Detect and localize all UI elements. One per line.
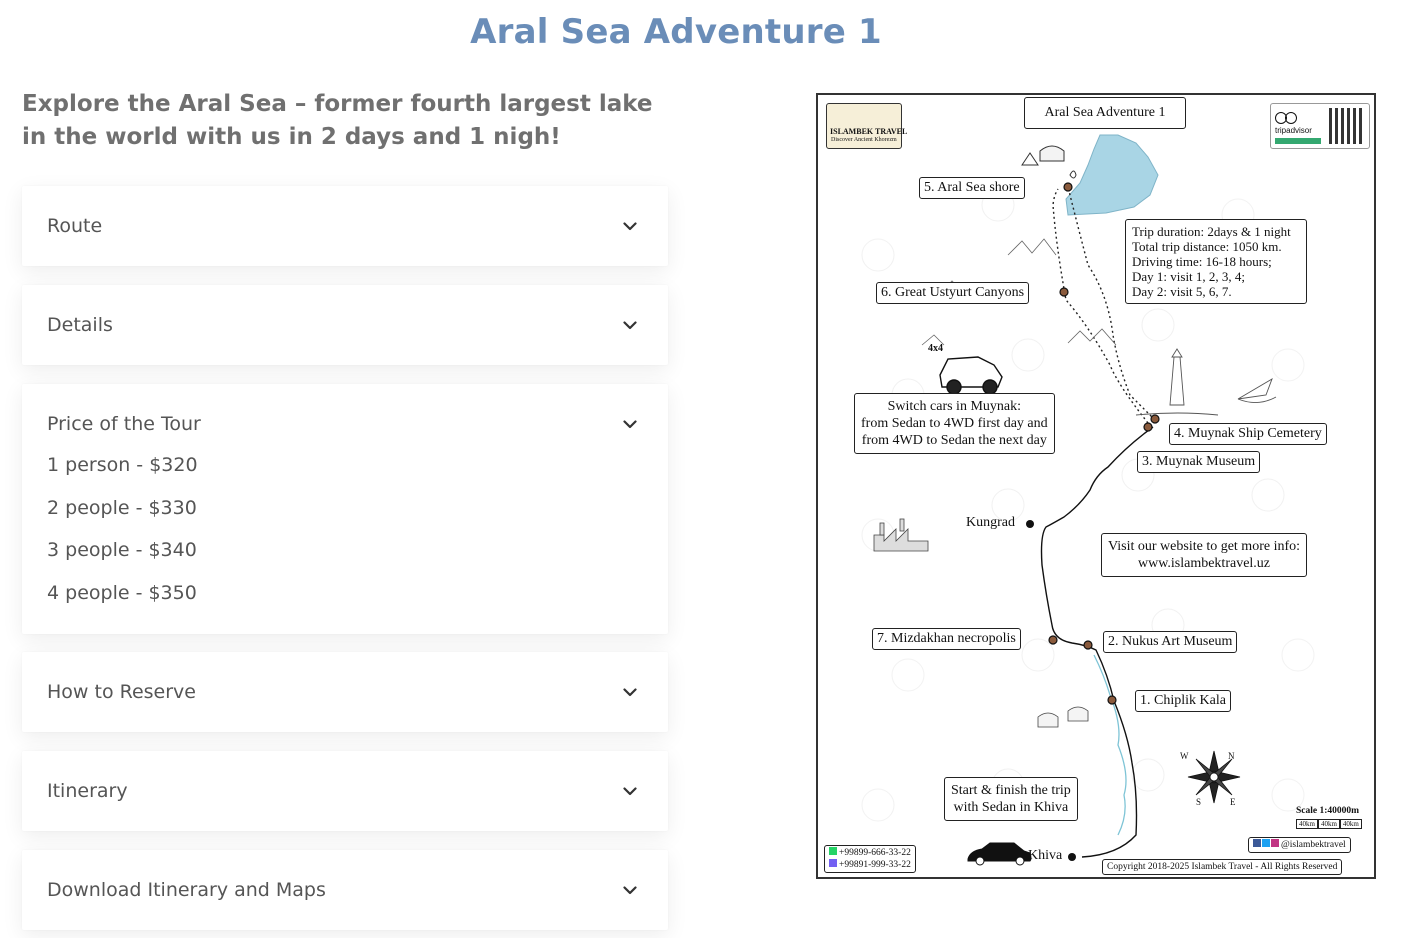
factory-icon xyxy=(874,519,928,551)
lighthouse-icon xyxy=(1136,349,1276,415)
kungrad-dot xyxy=(1026,520,1034,528)
website-box: Visit our website to get more info: www.islambektravel.uz xyxy=(1101,533,1307,577)
accordion-details-header[interactable] xyxy=(47,285,638,365)
accordion-details-title: Details xyxy=(47,314,113,336)
accordion-itinerary[interactable] xyxy=(22,751,668,831)
chevron-down-icon[interactable] xyxy=(622,684,638,700)
accordion-reserve-header[interactable] xyxy=(47,652,638,732)
compass-n: N xyxy=(1228,751,1235,761)
city-khiva: Khiva xyxy=(1028,848,1063,863)
chevron-down-icon[interactable] xyxy=(622,218,638,234)
accordion-route-title: Route xyxy=(47,215,103,237)
camp-icon xyxy=(1022,146,1076,178)
scale-bar xyxy=(1296,819,1362,829)
scale-unit: 40km xyxy=(1296,819,1318,829)
chevron-down-icon[interactable] xyxy=(622,416,638,432)
phone-number: +99899-666-33-22 xyxy=(839,848,911,858)
chevron-down-icon[interactable] xyxy=(622,317,638,333)
logo-line2: Discover Ancient Khorezm xyxy=(831,137,897,143)
map-frame xyxy=(816,93,1376,879)
stop-mizdakhan: 7. Mizdakhan necropolis xyxy=(872,628,1021,650)
viber-icon xyxy=(829,859,837,867)
jeep-icon xyxy=(940,357,1002,394)
accordion-itinerary-header[interactable] xyxy=(47,751,638,831)
copyright-box: Copyright 2018-2025 Islambek Travel - All Rights Reserved xyxy=(1102,859,1342,875)
stop-nukus: 2. Nukus Art Museum xyxy=(1103,631,1237,653)
phone-number: +99891-999-33-22 xyxy=(839,860,911,870)
twitter-icon xyxy=(1262,839,1270,847)
tour-map[interactable] xyxy=(812,89,1382,885)
tripadvisor-bar xyxy=(1275,138,1321,144)
accordion-route[interactable] xyxy=(22,186,668,266)
scale-label: Scale 1:40000m xyxy=(1296,806,1360,816)
stop-chiplik: 1. Chiplik Kala xyxy=(1135,690,1231,712)
accordion-price[interactable] xyxy=(22,384,668,634)
price-item: 4 people - $350 xyxy=(47,582,197,605)
intro-text: Explore the Aral Sea – former fourth largest lake in the world with us in 2 days and 1 nigh! xyxy=(22,91,653,150)
price-item: 3 people - $340 xyxy=(47,539,197,562)
aral-sea-shape xyxy=(1066,135,1158,215)
trip-info-box: Trip duration: 2days & 1 night Total trip distance: 1050 km. Driving time: 16-18 hours; Day 1: visit 1, 2, 3, 4; Day 2: visit 5, 6, 7. xyxy=(1125,219,1307,304)
whatsapp-icon xyxy=(829,847,837,855)
jeep-4x4-label: 4x4 xyxy=(928,343,943,354)
khiva-dot xyxy=(1068,853,1076,861)
stop-ship-cemetery: 4. Muynak Ship Cemetery xyxy=(1169,423,1327,445)
price-list xyxy=(47,450,198,621)
scale-unit: 40km xyxy=(1318,819,1340,829)
switch-cars-box: Switch cars in Muynak: from Sedan to 4WD first day and from 4WD to Sedan the next day xyxy=(854,393,1055,454)
compass-e: E xyxy=(1230,797,1236,807)
compass-w: W xyxy=(1180,751,1189,761)
accordion-reserve[interactable] xyxy=(22,652,668,732)
accordion-download[interactable] xyxy=(22,850,668,930)
yurts-icon xyxy=(1038,707,1088,727)
accordion-details[interactable] xyxy=(22,285,668,365)
phone-1 xyxy=(829,847,911,859)
map-title: Aral Sea Adventure 1 xyxy=(1024,97,1186,129)
instagram-icon xyxy=(1271,839,1279,847)
chevron-down-icon[interactable] xyxy=(622,783,638,799)
phones-box xyxy=(824,845,916,873)
accordion-price-title: Price of the Tour xyxy=(47,413,201,435)
page-title: Aral Sea Adventure 1 xyxy=(470,12,882,52)
tripadvisor-label: tripadvisor xyxy=(1275,126,1312,135)
stop-muynak-museum: 3. Muynak Museum xyxy=(1137,451,1260,473)
accordion-route-header[interactable] xyxy=(47,186,638,266)
tripadvisor-badge xyxy=(1270,103,1370,149)
chevron-down-icon[interactable] xyxy=(622,882,638,898)
logo-line1: ISLAMBEK TRAVEL xyxy=(830,127,908,136)
phone-2 xyxy=(829,859,911,871)
city-kungrad: Kungrad xyxy=(966,515,1015,530)
facebook-icon xyxy=(1253,839,1261,847)
social-box xyxy=(1248,837,1351,853)
accordion-itinerary-title: Itinerary xyxy=(47,780,128,802)
compass-s: S xyxy=(1196,797,1202,807)
stop-aral-shore: 5. Aral Sea shore xyxy=(919,177,1025,199)
social-handle: @islambektravel xyxy=(1281,840,1346,850)
map-graphics xyxy=(818,95,1376,879)
sedan-icon xyxy=(968,843,1031,865)
scale-unit: 40km xyxy=(1340,819,1362,829)
accordion-download-header[interactable] xyxy=(47,850,638,930)
price-item: 1 person - $320 xyxy=(47,454,198,476)
start-finish-box: Start & finish the trip with Sedan in Khiva xyxy=(944,777,1078,821)
islambek-logo xyxy=(826,103,908,149)
qr-code-icon xyxy=(1329,108,1365,144)
owl-icon xyxy=(1285,112,1297,124)
stop-canyons: 6. Great Ustyurt Canyons xyxy=(876,282,1029,304)
accordion-reserve-title: How to Reserve xyxy=(47,681,196,703)
price-item: 2 people - $330 xyxy=(47,496,197,519)
accordion-download-title: Download Itinerary and Maps xyxy=(47,879,326,901)
